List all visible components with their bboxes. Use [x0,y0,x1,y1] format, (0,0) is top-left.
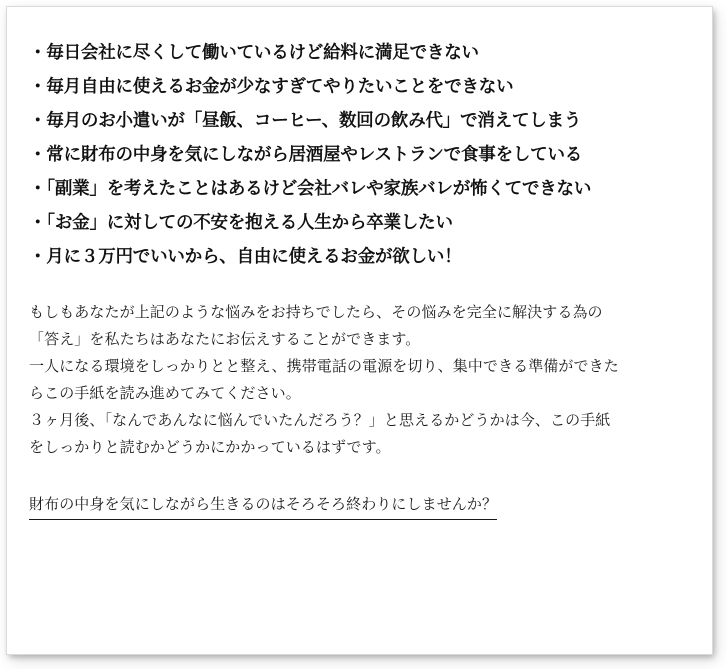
document-sheet [7,7,712,654]
list-item: ・常に財布の中身を気にしながら居酒屋やレストランで食事をしている [29,144,583,164]
pain-points-list [29,35,697,273]
paragraph-1-line-2: 「答え」を私たちはあなたにお伝えすることができます。 [29,331,421,348]
paragraph-3-line-2: をしっかりと読むかどうかにかかっているはずです。 [29,439,391,456]
body-text-block [29,299,697,461]
paragraph-3-line-1: ３ヶ月後、「なんであんなに悩んでいたんだろう？」と思えるかどうかは今、この手紙 [29,412,611,429]
list-item: ・「お金」に対しての不安を抱える人生から卒業したい [29,212,453,232]
paragraph-2-line-1: 一人になる環境をしっかりとと整え、携帯電話の電源を切り、集中できる準備ができた [29,358,619,375]
paragraph-2-line-2: らこの手紙を読み進めてみてください。 [29,385,301,402]
document-content [29,35,697,520]
list-item: ・毎月自由に使えるお金が少なすぎてやりたいことをできない [29,76,514,96]
list-item: ・毎月のお小遣いが「昼飯、コーヒー、数回の飲み代」で消えてしまう [29,110,582,130]
paragraph-1-line-1: もしもあなたが上記のような悩みをお持ちでしたら、その悩みを完全に解決する為の [29,304,603,321]
list-item: ・毎日会社に尽くして働いているけど給料に満足できない [29,42,479,62]
closing-underlined-question: 財布の中身を気にしながら生きるのはそろそろ終わりにしませんか？ [29,491,497,520]
list-item: ・「副業」を考えたことはあるけど会社バレや家族バレが怖くてできない [29,178,592,198]
list-item: ・月に３万円でいいから、自由に使えるお金が欲しい！ [29,246,462,266]
